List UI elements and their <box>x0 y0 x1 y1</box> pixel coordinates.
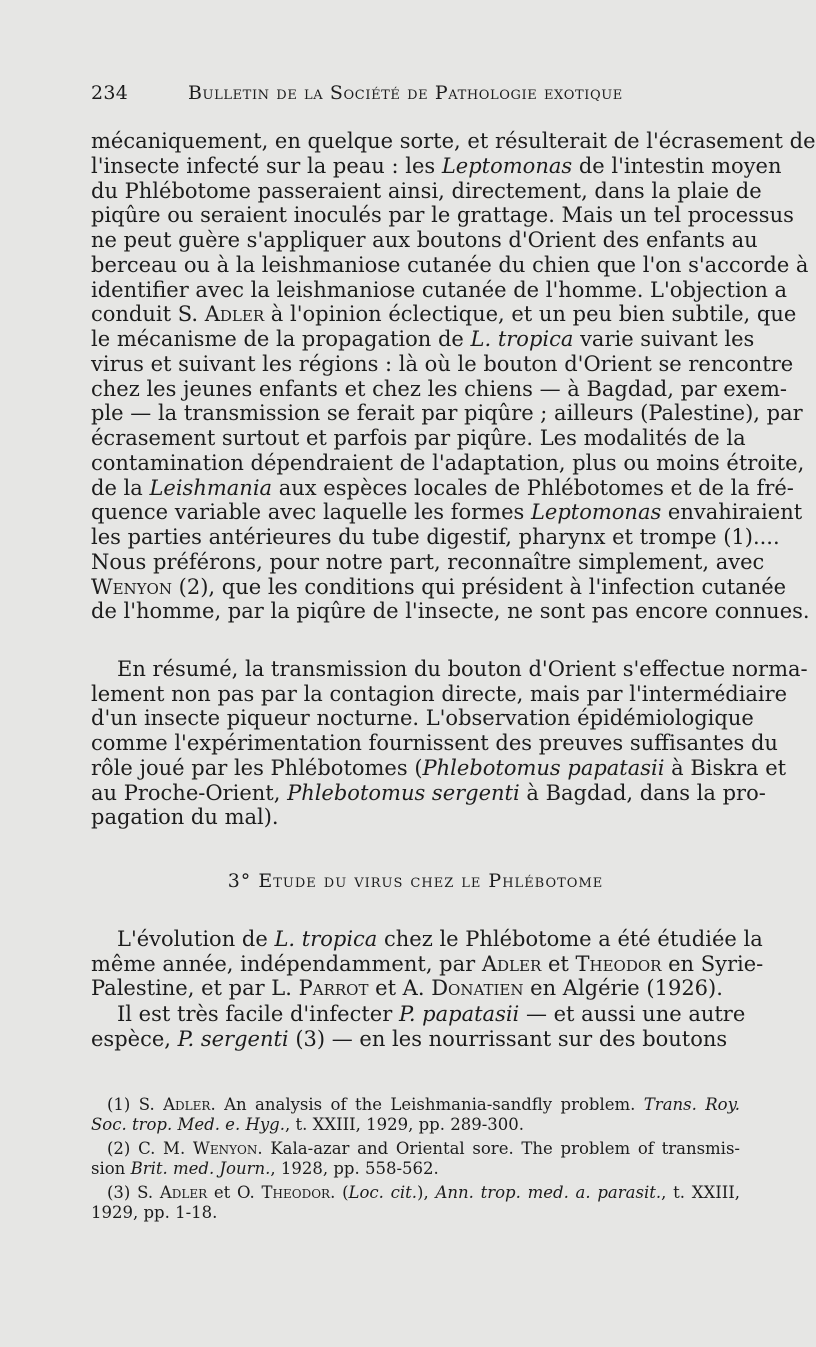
text-segment: Parrot <box>298 976 369 1001</box>
text-line <box>91 153 782 179</box>
text-line <box>91 227 758 253</box>
text-segment: comme l'expérimentation fournissent des preuves suffisantes du <box>91 731 778 756</box>
text-segment: Adler <box>204 302 265 327</box>
text-segment: d'un insecte piqueur nocturne. L'observation épidémiologique <box>91 706 754 731</box>
text-line <box>117 656 808 682</box>
text-segment: Ann. trop. med. a. parasit. <box>435 1183 662 1202</box>
text-segment: le mécanisme de la propagation de <box>91 327 471 351</box>
text-segment: (2), que les conditions qui président à l'infection cutanée <box>171 574 787 599</box>
text-segment: — et aussi une autre <box>519 1002 746 1026</box>
text-segment: Leptomonas <box>530 500 662 525</box>
text-segment: sion <box>91 1159 131 1178</box>
footnote-line <box>91 1158 740 1179</box>
text-line <box>91 975 740 1001</box>
text-segment: (3) S. <box>107 1183 160 1202</box>
text-segment: du Phlébotome passeraient ainsi, directement, dans la plaie de <box>91 178 762 203</box>
text-segment: et <box>541 951 576 976</box>
text-line <box>91 681 788 707</box>
text-line <box>91 574 787 600</box>
text-segment: de l'intestin moyen <box>572 153 782 178</box>
text-segment: mécaniquement, en quelque sorte, et résulterait de l'écrasement de <box>91 129 816 153</box>
text-segment: Brit. med. Journ. <box>130 1159 271 1178</box>
text-segment: (2) C. M. <box>107 1139 193 1158</box>
text-segment: de la <box>91 475 150 500</box>
footnote-line <box>107 1182 740 1203</box>
text-segment: , 1928, pp. 558-562. <box>270 1159 439 1178</box>
text-segment: Wenyon <box>192 1139 258 1158</box>
page-number: 234 <box>91 82 129 104</box>
text-line <box>91 598 810 624</box>
text-line <box>91 524 780 550</box>
text-line <box>91 450 805 476</box>
text-segment: l'insecte infecté sur la peau : les <box>91 153 442 178</box>
footnote-line <box>107 1138 740 1159</box>
text-line <box>91 400 803 426</box>
text-segment: berceau ou à la leishmaniose cutanée du chien que l'on s'accorde à <box>91 252 809 277</box>
text-segment: piqûre ou seraient inoculés par le grattage. Mais un tel processus <box>91 203 794 228</box>
text-segment: contamination dépendraient de l'adaptation, plus ou moins étroite, <box>91 450 805 475</box>
text-line <box>91 730 778 756</box>
footnote-line <box>91 1114 740 1135</box>
text-segment: En résumé, la transmission du bouton d'Orient s'effectue norma- <box>117 657 808 681</box>
text-segment: L. tropica <box>274 927 378 951</box>
text-segment: (3) — en les nourrissant sur des boutons <box>288 1026 728 1051</box>
text-segment: Wenyon <box>91 574 172 599</box>
text-line <box>91 549 765 575</box>
text-line <box>91 252 809 278</box>
text-segment: virus et suivant les régions : là où le bouton d'Orient se rencontre <box>91 351 794 376</box>
text-line <box>117 926 763 952</box>
text-segment: L. tropica <box>470 327 574 351</box>
text-line <box>91 705 754 731</box>
running-title: Bulletin de la Société de Pathologie exotique <box>188 82 623 104</box>
text-segment: en Syrie- <box>661 951 764 976</box>
text-segment: pagation du mal). <box>91 805 279 830</box>
text-segment: et A. <box>368 976 432 1001</box>
text-segment: Phlebotomus papatasii <box>422 755 665 780</box>
text-line <box>91 326 755 352</box>
text-segment: chez les jeunes enfants et chez les chiens — à Bagdad, par exem- <box>91 376 787 401</box>
text-segment: Nous préférons, pour notre part, reconnaître simplement, avec <box>91 549 765 574</box>
text-segment: espèce, <box>91 1026 178 1051</box>
text-segment: . ( <box>330 1183 349 1202</box>
text-segment: à Bagdad, dans la pro- <box>519 780 766 805</box>
text-segment: de l'homme, par la piqûre de l'insecte, ne sont pas encore connues. <box>91 599 810 624</box>
text-segment: Trans. Roy. <box>643 1095 740 1114</box>
text-line <box>91 804 740 830</box>
text-line <box>117 1001 746 1027</box>
text-line <box>91 376 787 402</box>
text-segment: P. papatasii <box>398 1002 520 1026</box>
text-segment: au Proche-Orient, <box>91 780 288 805</box>
text-line <box>91 755 787 781</box>
text-segment: rôle joué par les Phlébotomes ( <box>91 755 423 780</box>
text-segment: Il est très facile d'infecter <box>117 1002 399 1026</box>
text-segment: Soc. trop. Med. e. Hyg. <box>91 1115 285 1134</box>
text-segment: ), <box>417 1183 436 1202</box>
text-segment: à l'opinion éclectique, et un peu bien subtile, que <box>264 302 797 327</box>
text-segment: écrasement surtout et parfois par piqûre. Les modalités de la <box>91 426 746 450</box>
text-segment: envahiraient <box>661 500 803 525</box>
text-segment: . An analysis of the Leishmania-sandfly problem. <box>210 1095 644 1114</box>
text-segment: ne peut guère s'appliquer aux boutons d'Orient des enfants au <box>91 228 758 252</box>
text-segment: (1) S. <box>107 1095 164 1114</box>
text-segment: conduit S. <box>91 302 205 327</box>
text-segment: les parties antérieures du tube digestif, pharynx et trompe (1).... <box>91 525 780 549</box>
text-segment: Leishmania <box>149 475 273 500</box>
text-segment: lement non pas par la contagion directe, mais par l'intermédiaire <box>91 681 788 706</box>
text-segment: Phlebotomus sergenti <box>287 780 520 805</box>
text-segment: en Algérie (1926). <box>523 976 723 1001</box>
text-segment: , t. XXIII, <box>661 1183 741 1202</box>
text-segment: Loc. cit. <box>348 1183 418 1202</box>
section-heading: 3° Etude du virus chez le Phlébotome <box>227 870 604 892</box>
text-line <box>91 1026 740 1052</box>
text-segment: identifier avec la leishmaniose cutanée de l'homme. L'objection a <box>91 277 788 302</box>
text-segment: , t. XXIII, 1929, pp. 289-300. <box>284 1115 525 1134</box>
text-segment: 1929, pp. 1-18. <box>91 1203 218 1222</box>
text-line <box>91 780 766 806</box>
text-line <box>91 475 794 501</box>
text-segment: Adler <box>481 951 542 976</box>
text-line <box>91 202 794 228</box>
text-line <box>91 128 816 154</box>
text-segment: L'évolution de <box>117 927 275 951</box>
text-line <box>91 499 803 525</box>
text-segment: même année, indépendamment, par <box>91 951 482 976</box>
text-segment: varie suivant les <box>573 327 755 351</box>
text-line <box>91 277 788 303</box>
text-segment: . Kala-azar and Oriental sore. The problem of transmis- <box>257 1139 741 1158</box>
text-segment: Adler <box>163 1095 211 1114</box>
text-segment: quence variable avec laquelle les formes <box>91 500 531 525</box>
running-header <box>91 82 715 112</box>
text-line <box>91 951 764 977</box>
text-segment: à Biskra et <box>664 755 787 780</box>
text-segment: ple — la transmission se ferait par piqûre ; ailleurs (Palestine), par <box>91 401 803 426</box>
text-segment: Palestine, et par L. <box>91 976 299 1001</box>
text-segment: et O. <box>207 1183 262 1202</box>
text-segment: chez le Phlébotome a été étudiée la <box>377 927 763 951</box>
text-segment: Theodor <box>261 1183 331 1202</box>
text-segment: Adler <box>159 1183 208 1202</box>
text-line <box>91 301 797 327</box>
footnote-line <box>107 1094 740 1115</box>
text-segment: Leptomonas <box>441 153 573 178</box>
text-line <box>91 178 762 204</box>
text-segment: aux espèces locales de Phlébotomes et de la fré- <box>272 475 794 500</box>
text-segment: Theodor <box>575 951 662 976</box>
text-segment: P. sergenti <box>177 1026 289 1051</box>
text-segment: Donatien <box>431 976 524 1001</box>
text-line <box>91 351 794 377</box>
text-line <box>91 425 746 451</box>
footnote-line <box>91 1202 740 1223</box>
